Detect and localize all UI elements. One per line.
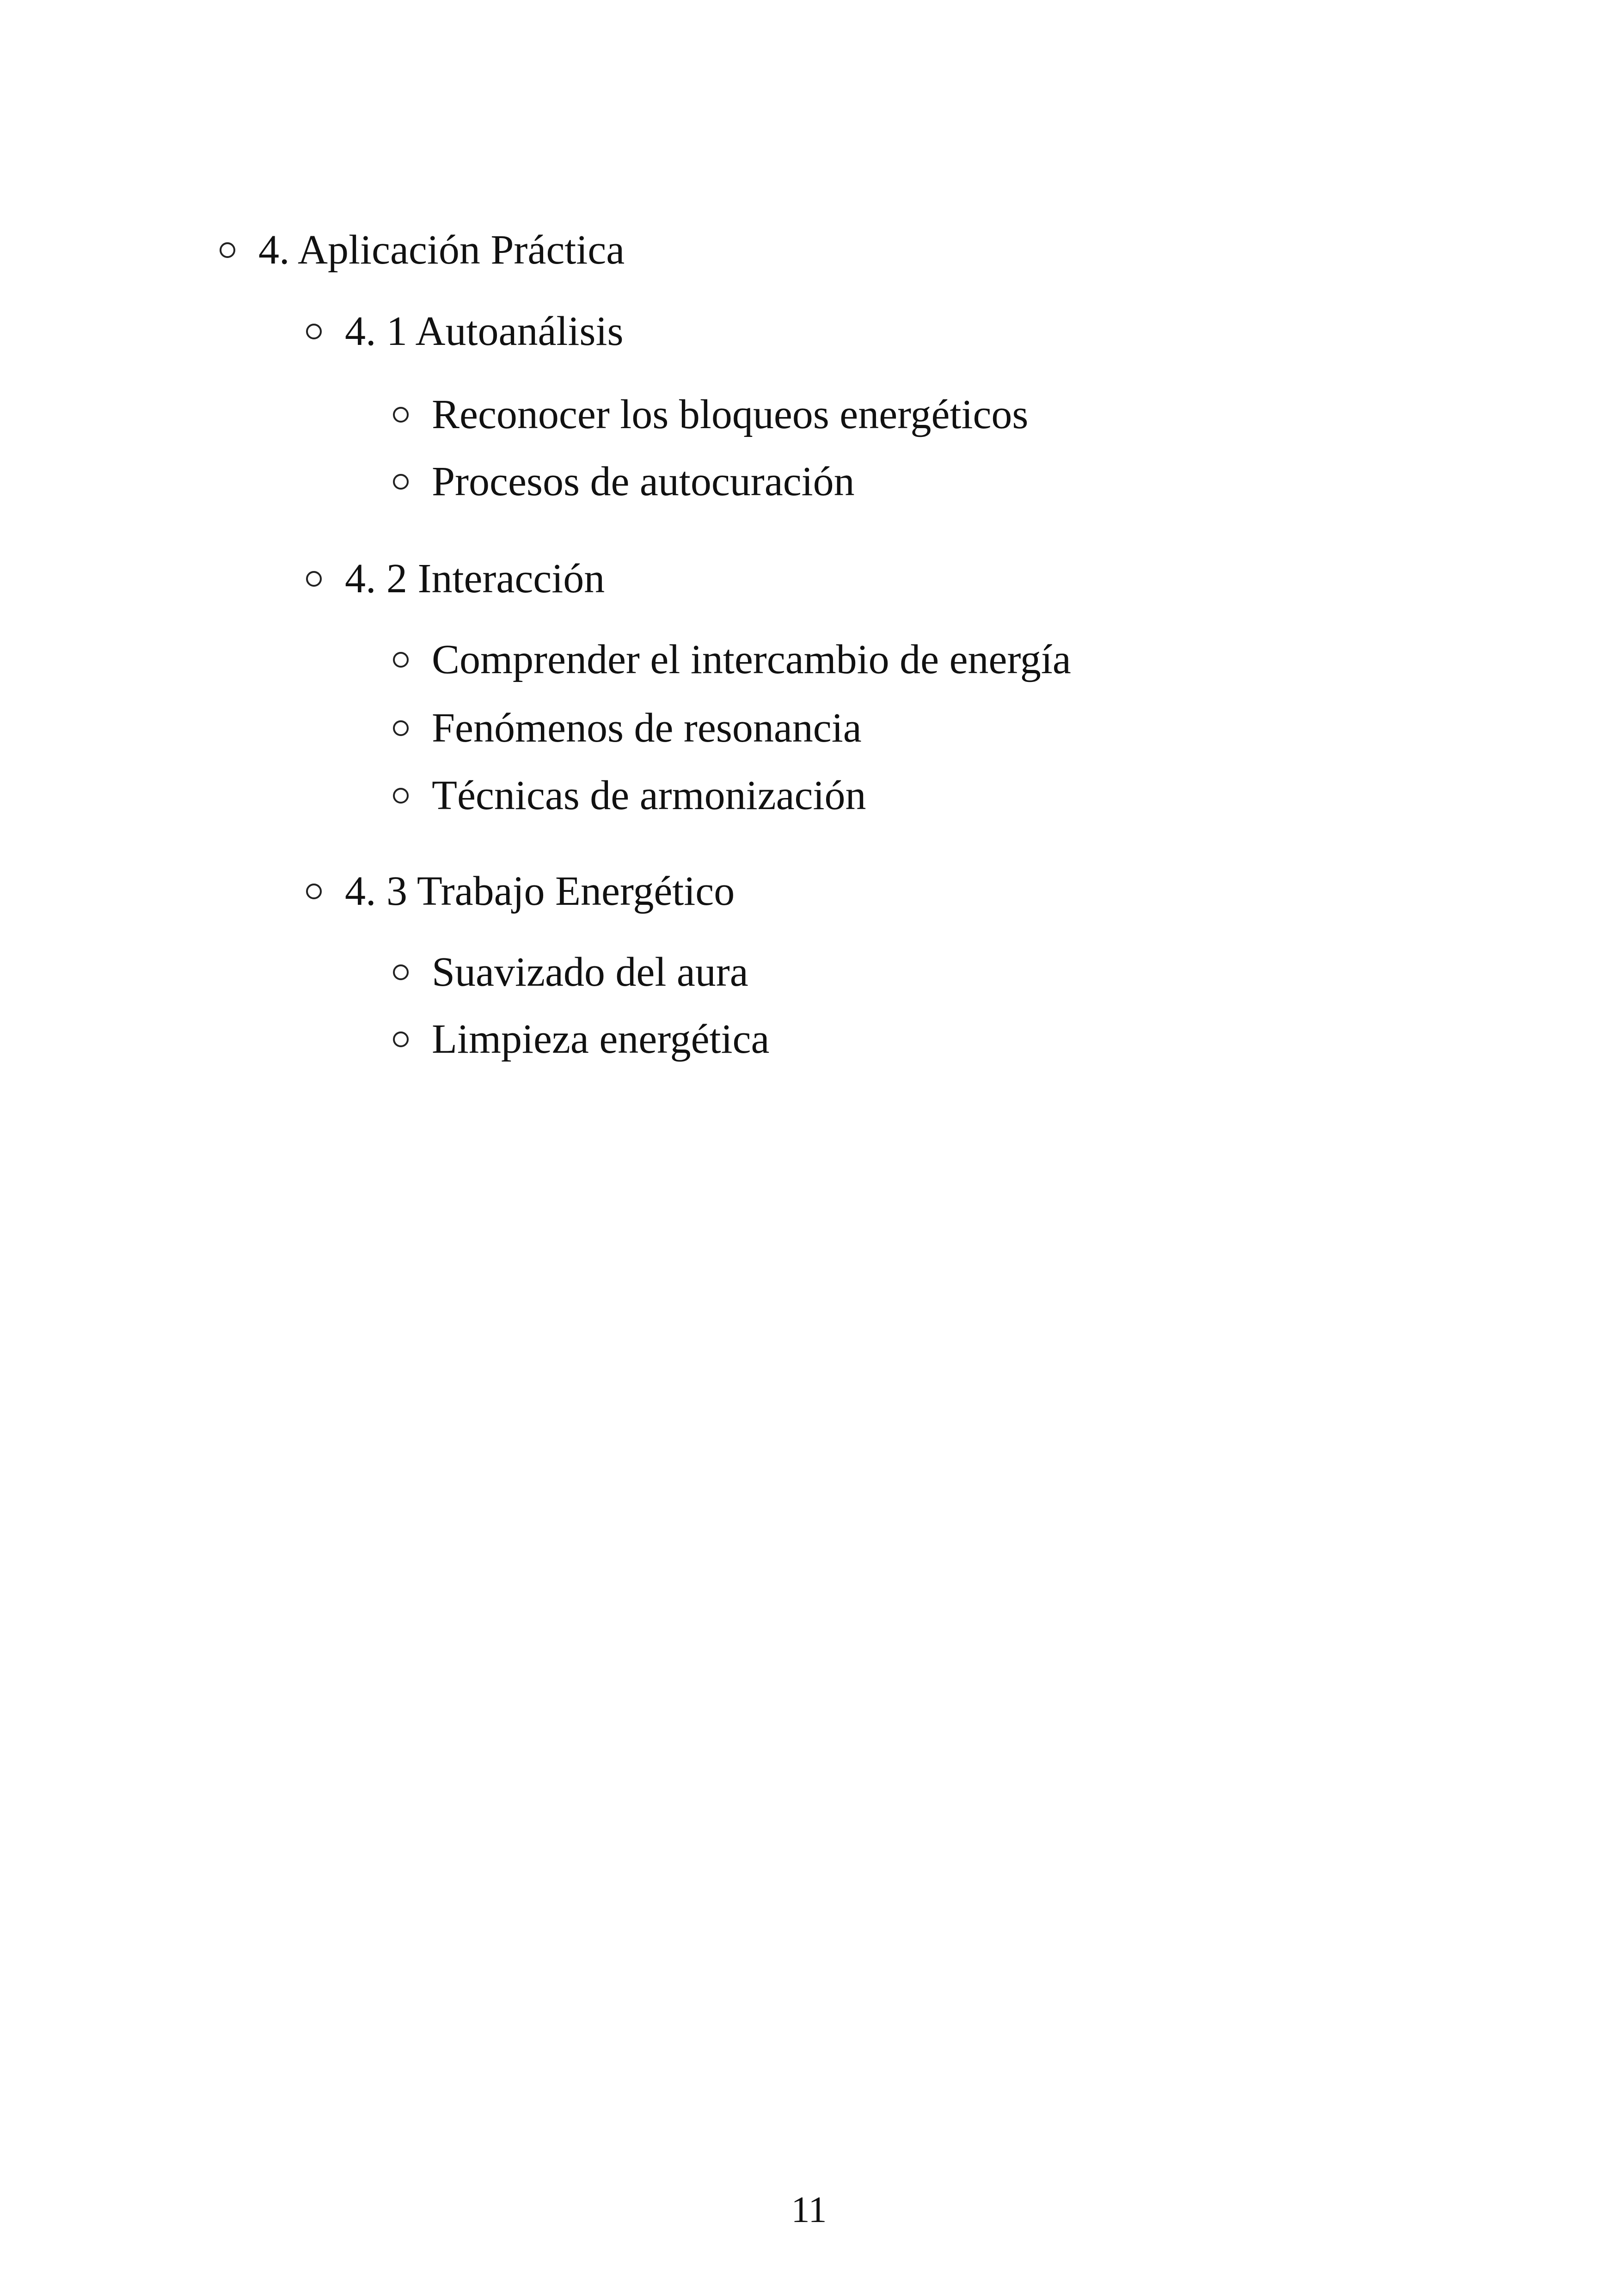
outline-item-label: Comprender el intercambio de energía [432, 637, 1071, 682]
outline-item-subsection-4-2 [306, 558, 605, 600]
hollow-bullet-icon [393, 964, 409, 980]
outline-item-label: 4. 3 Trabajo Energético [345, 868, 735, 914]
outline-item-label: Técnicas de armonización [432, 773, 866, 818]
outline-item [393, 949, 748, 995]
outline-item-label: Reconocer los bloqueos energéticos [432, 392, 1029, 437]
outline-item-label: Suavizado del aura [432, 949, 748, 995]
outline-item-label: 4. 2 Interacción [345, 556, 605, 602]
outline-item-label: Fenómenos de resonancia [432, 705, 862, 751]
outline-item [393, 394, 1028, 436]
hollow-bullet-icon [393, 788, 409, 804]
hollow-bullet-icon [393, 652, 409, 668]
hollow-bullet-icon [393, 407, 409, 423]
outline-item-label: 4. 1 Autoanálisis [345, 308, 624, 354]
hollow-bullet-icon [306, 571, 322, 587]
hollow-bullet-icon [393, 1031, 409, 1047]
outline-item-subsection-4-1 [306, 308, 624, 354]
hollow-bullet-icon [306, 884, 322, 899]
page-number: 11 [791, 2190, 827, 2230]
outline-item-subsection-4-3 [306, 868, 735, 914]
hollow-bullet-icon [393, 720, 409, 736]
outline-item-label: Procesos de autocuración [432, 459, 855, 504]
outline-item [393, 639, 1071, 681]
outline-item [393, 775, 866, 816]
hollow-bullet-icon [306, 324, 322, 339]
outline-item-label: 4. Aplicación Práctica [258, 227, 625, 273]
hollow-bullet-icon [393, 474, 409, 490]
outline-item-section-4 [220, 229, 625, 271]
outline-item [393, 461, 855, 503]
hollow-bullet-icon [220, 242, 235, 258]
outline-item-label: Limpieza energética [432, 1016, 770, 1062]
outline-item [393, 707, 862, 749]
outline-item [393, 1016, 770, 1062]
